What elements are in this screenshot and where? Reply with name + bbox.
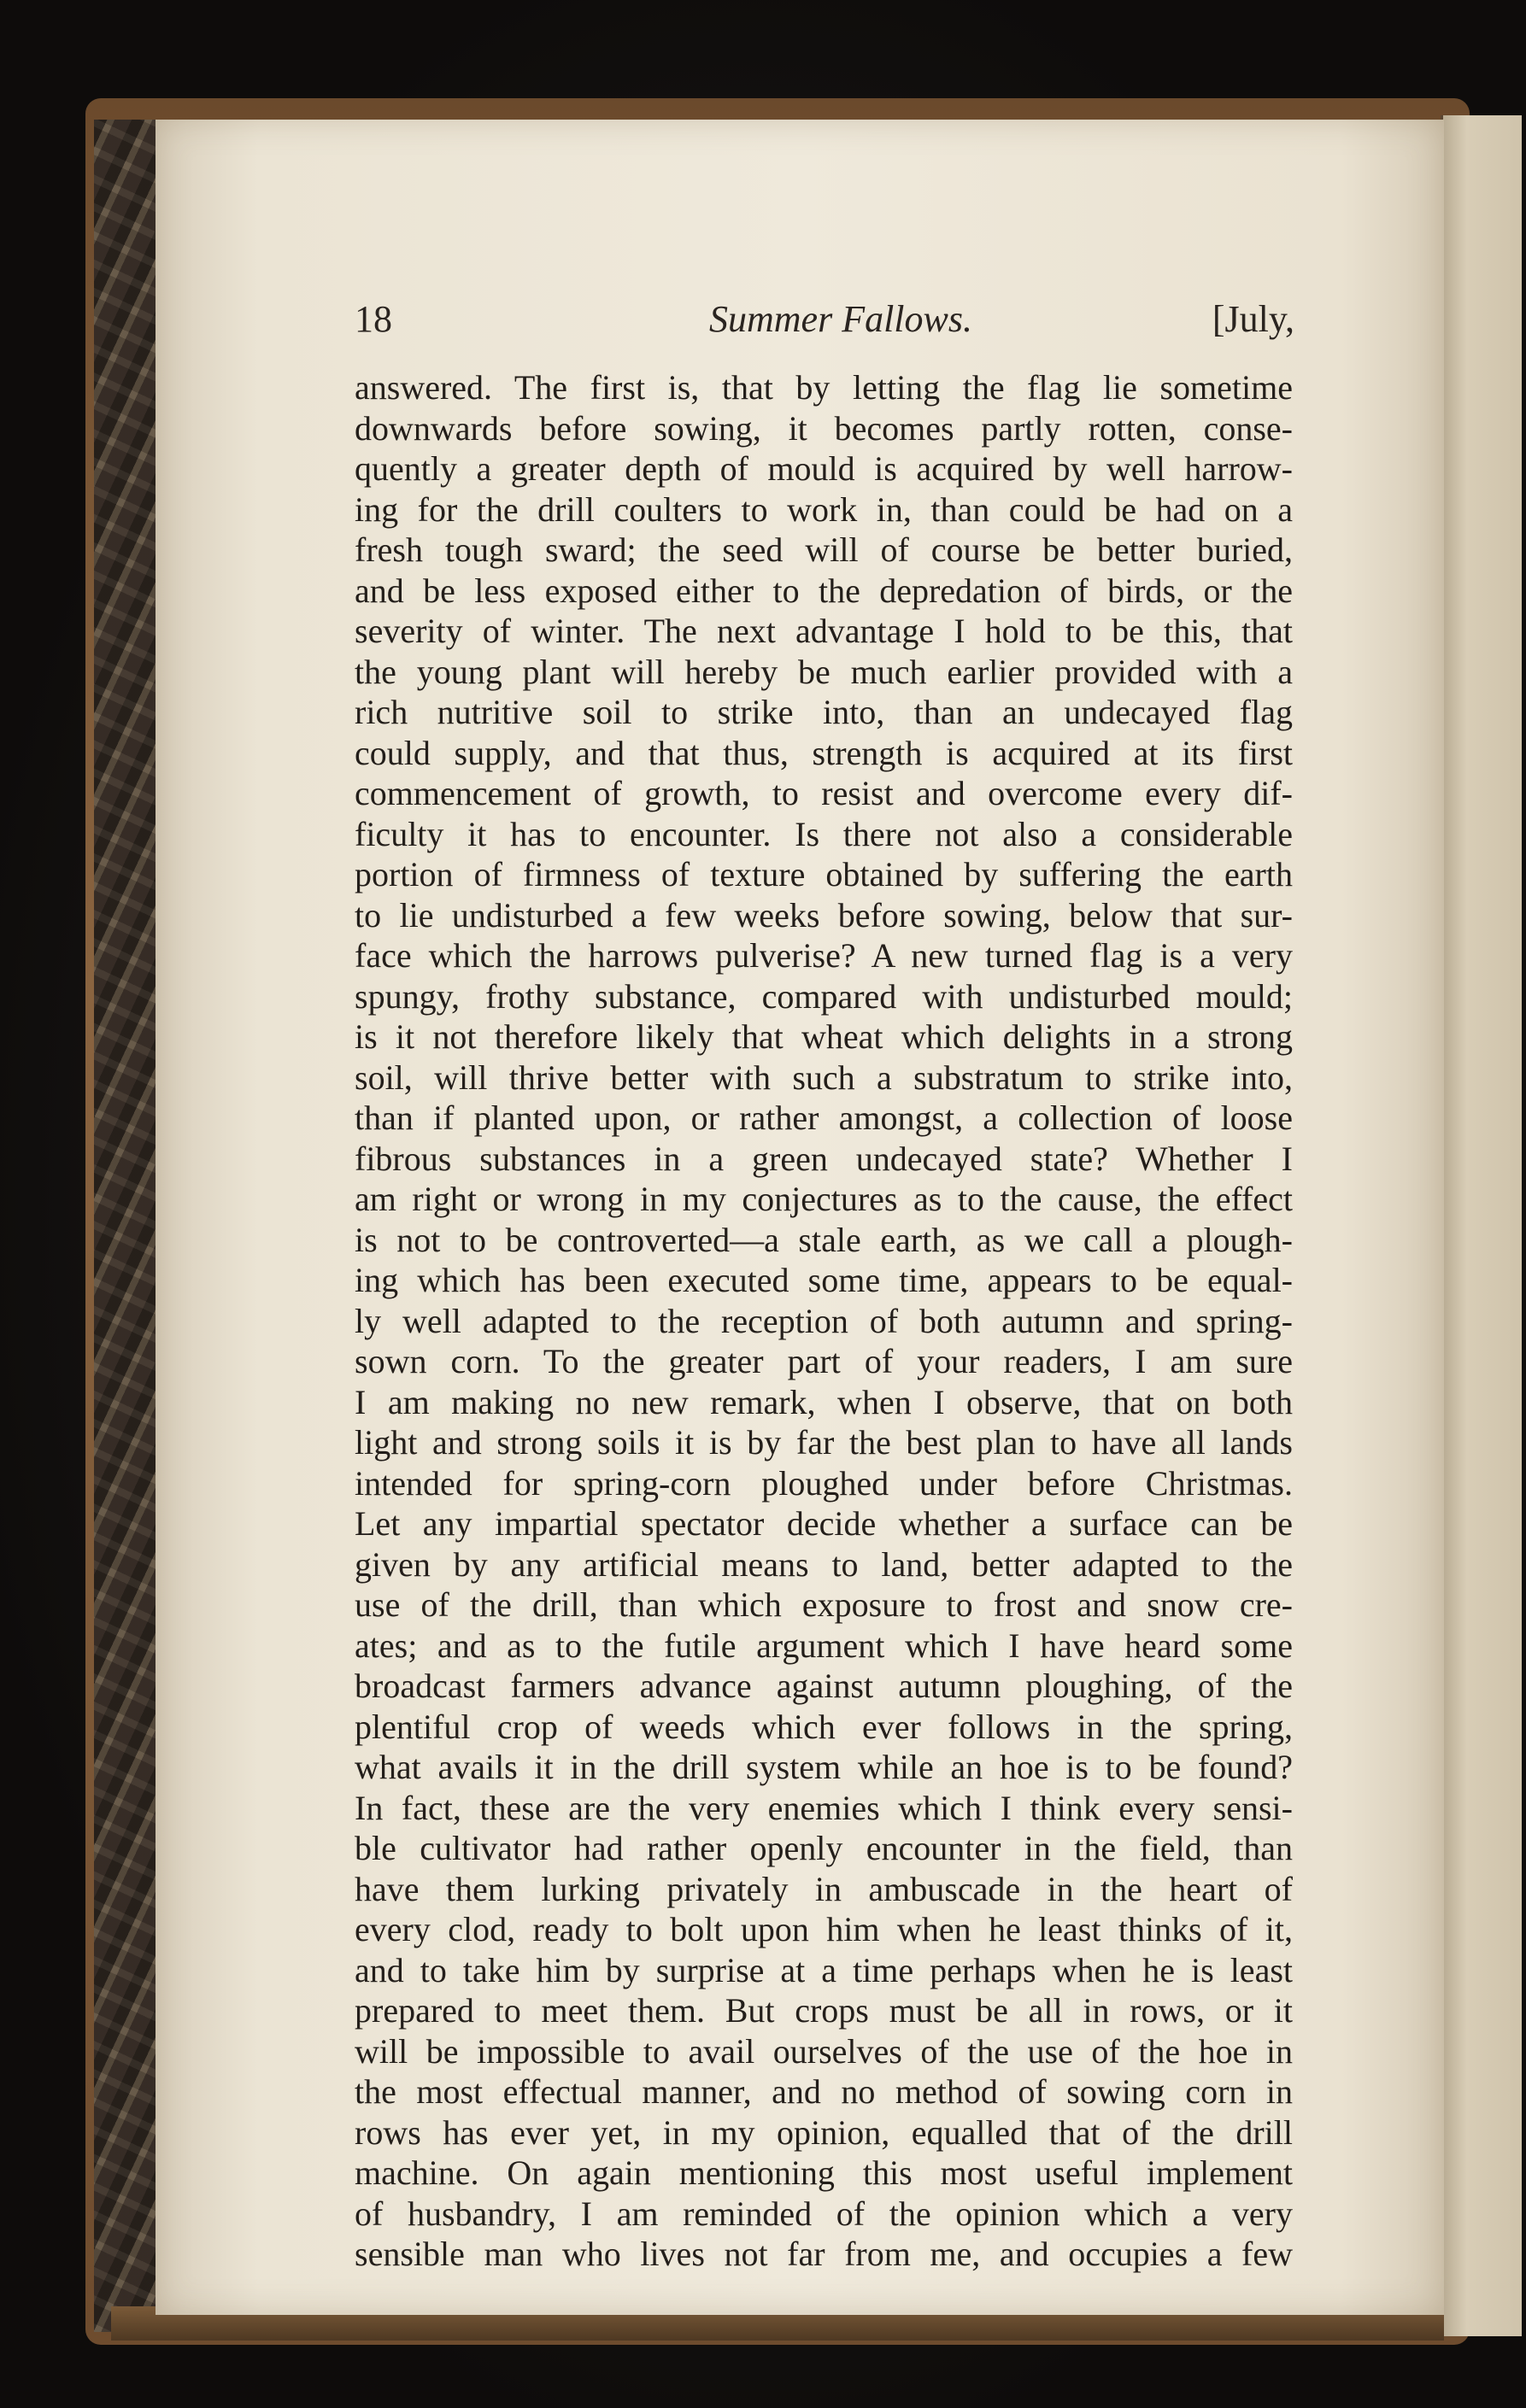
running-head xyxy=(355,297,1294,349)
text-line: answered. The first is, that by letting the flag lie sometime xyxy=(355,368,1293,407)
text-line: have them lurking privately in ambuscade in the heart of xyxy=(355,1869,1293,1908)
text-line: spungy, frothy substance, compared with undisturbed mould; xyxy=(355,976,1293,1016)
text-line: prepared to meet them. But crops must be all in rows, or it xyxy=(355,1991,1293,2030)
text-line: sown corn. To the greater part of your readers, I am sure xyxy=(355,1342,1293,1380)
text-line: intended for spring-corn ploughed under before Christmas. xyxy=(355,1463,1293,1503)
text-line: fibrous substances in a green undecayed state? Whether I xyxy=(355,1139,1293,1178)
running-month: [July, xyxy=(1212,298,1294,340)
text-line: sensible man who lives not far from me, and occupies a few xyxy=(355,2235,1293,2273)
text-line: plentiful crop of weeds which ever follows in the spring, xyxy=(355,1707,1293,1746)
text-line: light and strong soils it is by far the best plan to have all lands xyxy=(355,1423,1293,1462)
text-line: I am making no new remark, when I observe, that on both xyxy=(355,1382,1293,1421)
text-line: In fact, these are the very enemies which I think every sensi- xyxy=(355,1788,1293,1827)
text-line: portion of firmness of texture obtained by suffering the earth xyxy=(355,855,1293,893)
text-line: rich nutritive soil to strike into, than an undecayed flag xyxy=(355,693,1293,731)
text-line: ates; and as to the futile argument which I have heard some xyxy=(355,1626,1293,1665)
text-line: than if planted upon, or rather amongst, a collection of loose xyxy=(355,1099,1293,1137)
text-line: rows has ever yet, in my opinion, equalled that of the drill xyxy=(355,2112,1293,2152)
text-line: every clod, ready to bolt upon him when he least thinks of it, xyxy=(355,1910,1293,1948)
text-line: soil, will thrive better with such a substratum to strike into, xyxy=(355,1058,1293,1097)
text-line: ing for the drill coulters to work in, than could be had on a xyxy=(355,489,1293,529)
text-line: use of the drill, than which exposure to frost and snow cre- xyxy=(355,1585,1293,1624)
text-line: is not to be controverted—a stale earth, as we call a plough- xyxy=(355,1220,1293,1259)
text-line: fresh tough sward; the seed will of course be better buried, xyxy=(355,530,1293,569)
facing-page-edge xyxy=(1441,115,1522,2336)
text-line: ing which has been executed some time, appears to be equal- xyxy=(355,1261,1293,1299)
text-line: the most effectual manner, and no method of sowing corn in xyxy=(355,2072,1293,2111)
text-line: and to take him by surprise at a time perhaps when he is least xyxy=(355,1950,1293,1989)
text-line: quently a greater depth of mould is acquired by well harrow- xyxy=(355,449,1293,488)
text-line: and be less exposed either to the depredation of birds, or the xyxy=(355,571,1293,610)
page-number: 18 xyxy=(355,298,392,340)
text-line: of husbandry, I am reminded of the opinion which a very xyxy=(355,2194,1293,2233)
text-line: is it not therefore likely that wheat which delights in a strong xyxy=(355,1017,1293,1056)
text-line: will be impossible to avail ourselves of the use of the hoe in xyxy=(355,2031,1293,2071)
text-line: am right or wrong in my conjectures as to the cause, the effect xyxy=(355,1180,1293,1218)
text-line: ficulty it has to encounter. Is there not also a considerable xyxy=(355,814,1293,853)
body-text xyxy=(355,367,1293,2275)
running-title: Summer Fallows. xyxy=(709,298,972,340)
text-line: given by any artificial means to land, better adapted to the xyxy=(355,1544,1293,1584)
text-line: downwards before sowing, it becomes partly rotten, conse- xyxy=(355,408,1293,448)
text-line: face which the harrows pulverise? A new turned flag is a very xyxy=(355,936,1293,975)
text-line: could supply, and that thus, strength is acquired at its first xyxy=(355,733,1293,772)
text-line: severity of winter. The next advantage I hold to be this, that xyxy=(355,612,1293,650)
text-line: what avails it in the drill system while an hoe is to be found? xyxy=(355,1748,1293,1786)
text-line: ly well adapted to the reception of both autumn and spring- xyxy=(355,1301,1293,1340)
text-line: the young plant will hereby be much earlier provided with a xyxy=(355,652,1293,691)
text-line: to lie undisturbed a few weeks before sowing, below that sur- xyxy=(355,895,1293,934)
text-line: ble cultivator had rather openly encounter in the field, than xyxy=(355,1829,1293,1867)
text-line: machine. On again mentioning this most useful implement xyxy=(355,2153,1293,2192)
text-line: Let any impartial spectator decide whether a surface can be xyxy=(355,1504,1293,1543)
text-line: commencement of growth, to resist and overcome every dif- xyxy=(355,774,1293,812)
text-line: broadcast farmers advance against autumn ploughing, of the xyxy=(355,1667,1293,1705)
